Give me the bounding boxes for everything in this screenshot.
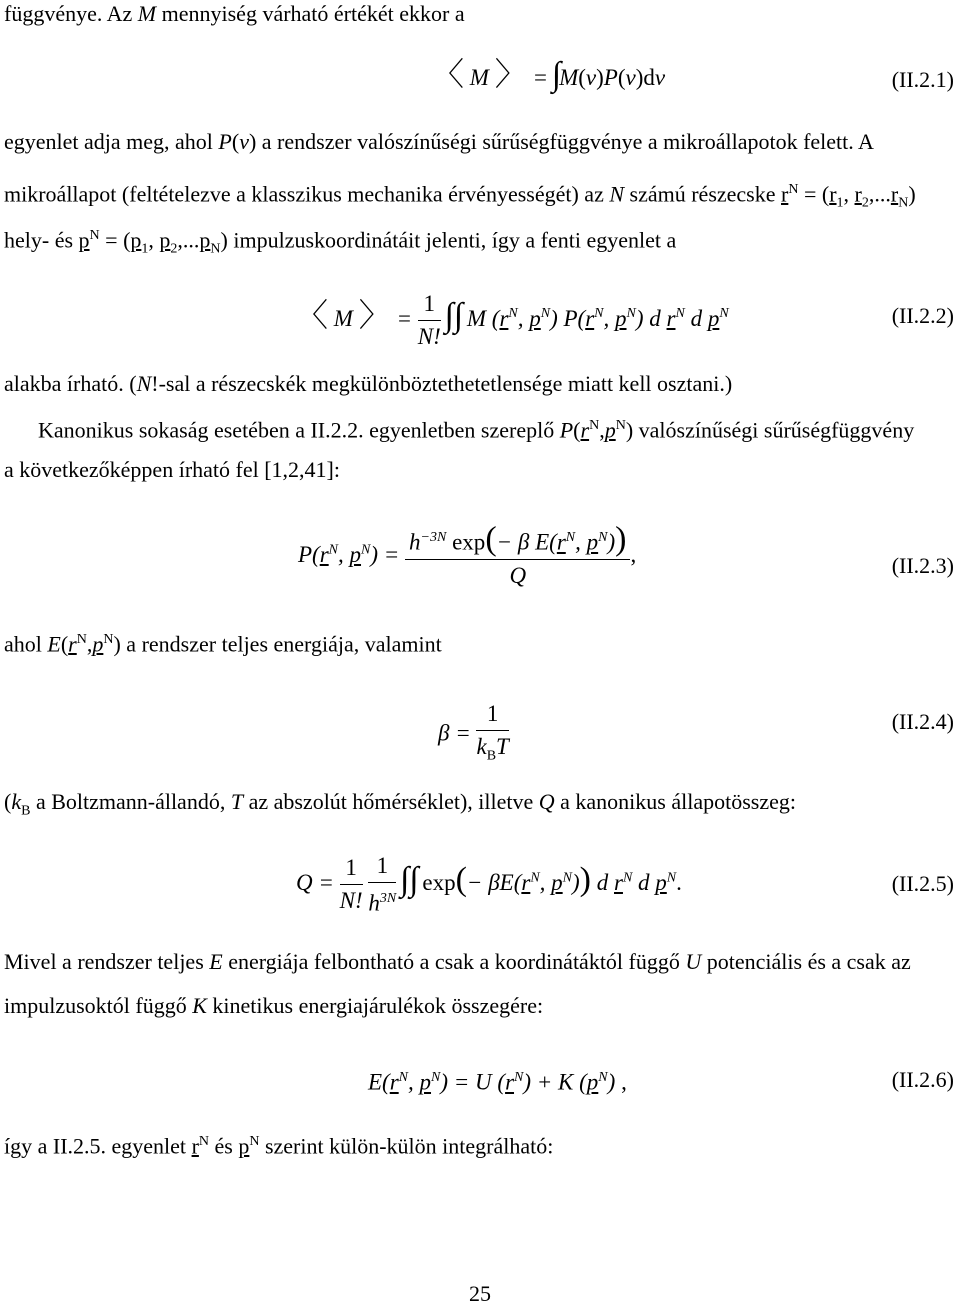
equation-label-2-5: (II.2.5) — [891, 871, 954, 896]
paragraph-2-line-2: mikroállapot (feltételezve a klasszikus mechanika érvényességét) az N számú részecske $r^N = (r_1$, $r_2,...r_N$) — [4, 181, 916, 211]
paragraph-2-line-3: hely- és $p^N = (p_1$, $p_2,...p_N$) impulzuskoordinátáit jelenti, így a fenti egyenlet a — [4, 227, 677, 257]
equation-label-2-1: (II.2.1) — [891, 67, 954, 92]
equation-2-2: 〈 M 〉 = $\frac{1}{N!}$ ∫∫ M ($r^N$, $p^N$) $P(r^N$, $p^N$) d $r^N$ d $p^N$ — [296, 291, 729, 349]
paragraph-3: alakba írható. (N!-sal a részecskék megkülönböztethetetlensége miatt kell osztani.) — [4, 371, 733, 396]
equation-2-6: $E(r^N$, $p^N) = U$ $(r^N) + K$ $(p^N)$ , — [368, 1069, 627, 1095]
paragraph-7-line-1: Mivel a rendszer teljes E energiája felbontható a csak a koordinátáktól függő U potenciális és a csak az — [4, 949, 911, 974]
paragraph-7-line-2: impulzusoktól függő K kinetikus energiajárulékok összegére: — [4, 993, 544, 1018]
equation-2-1: 〈 M 〉 = ∫M(ν)P(ν)dν — [432, 56, 666, 93]
equation-label-2-3: (II.2.3) — [891, 553, 954, 578]
equation-2-5: Q = $\frac{1}{N!}$ $\frac{1}{h^{3N}}$ ∫∫ $\exp(- \beta E(r^N$, $p^N$)) d $r^N$ d $p^N$. — [296, 853, 682, 916]
paragraph-2-line-1: egyenlet adja meg, ahol P(ν) a rendszer valószínűségi sűrűségfüggvénye a mikroállapotok felett. A — [4, 129, 874, 154]
paragraph-4-line-1: Kanonikus sokaság esetében a II.2.2. egyenletben szereplő $P(r^N,p^N)$ valószínűségi sűrűségfüggvény — [38, 417, 915, 443]
paragraph-intro: függvénye. Az M mennyiség várható értékét ekkor a — [4, 1, 465, 26]
equation-label-2-2: (II.2.2) — [891, 303, 954, 328]
equation-2-4: β = $\frac{1}{k_BT}$ — [438, 701, 509, 764]
equation-2-3: $P(r^N$, $p^N$) = $\frac{h^{-3N} \exp(- \beta E(r^N, p^N))}{Q}$ , — [298, 520, 637, 588]
paragraph-5: ahol $E(r^N,p^N)$ a rendszer teljes energiája, valamint — [4, 631, 442, 657]
equation-label-2-6: (II.2.6) — [891, 1067, 954, 1092]
paragraph-8: így a II.2.5. egyenlet $r^N$ és $p^N$ szerint külön-külön integrálható: — [4, 1133, 554, 1159]
equation-label-2-4: (II.2.4) — [891, 709, 954, 734]
paragraph-6: ($k_B$ a Boltzmann-állandó, T az abszolút hőmérséklet), illetve Q a kanonikus állapotösszeg: — [4, 789, 796, 819]
page-number: 25 — [469, 1281, 491, 1306]
paragraph-4-line-2: a következőképpen írható fel [1,2,41]: — [4, 457, 340, 482]
